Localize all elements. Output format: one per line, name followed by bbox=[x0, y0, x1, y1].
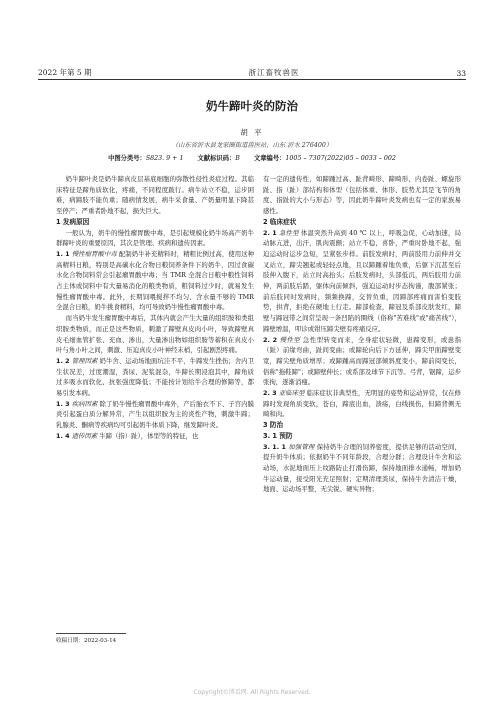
continued-paragraph: 有一定的遗传性，如蹄踵过高、趾背畸形、蹄畸形、内卷趾、螺旋形趾、指（趾）部结构和体型（包括体重、体形、肢势尤其是飞节的角度、指趾的大小与形态）等，因此奶牛蹄叶炎发病也有一定的家族易感性。 bbox=[263, 175, 461, 216]
copyright-watermark: Copyright©博看网. All Rights Reserved. bbox=[193, 689, 311, 696]
section-2-1-title: 急性型 bbox=[278, 228, 299, 237]
section-2-3-number: 2. 3 bbox=[263, 389, 277, 398]
section-1-3 bbox=[56, 399, 254, 431]
section-1-paragraph: 一般认为，奶牛的慢性瘤胃酸中毒，是引起规模化奶牛场高产奶牛群蹄叶炎的重要原因，其次是管理、疾病和遗传因素。 bbox=[56, 228, 254, 248]
section-1-4-body: 牛蹄（指）趾），体型等的特征，也 bbox=[99, 431, 199, 440]
journal-name: 浙江畜牧兽医 bbox=[248, 68, 300, 77]
section-1-1-number: 1. 1 bbox=[56, 249, 70, 258]
section-1-1-title: 慢性瘤胃酸中毒 bbox=[71, 249, 117, 258]
section-1-1-paragraph-2: 而当奶牛发生瘤胃酸中毒后，其体内就会产生大量的组织胺和类组织胺类物质，而正是这些物质，刺激了蹄壁真皮肉小叶，导致蹄壁真皮毛细血管扩张、充血、渗出，大量渗出物如组织胺等蓄积在真皮小叶与角小叶之间，刺激、压迫真皮小叶神经末梢，引起剧烈疼痛。 bbox=[56, 314, 254, 355]
section-1-2-title: 管理因素 bbox=[71, 356, 98, 365]
right-column bbox=[263, 174, 461, 495]
section-2-2-body: 急性型转变而来，全身症状轻微，患蹄变形，或患指（趾）前缘弯曲，趾间变曲；或蹄轮向后下方延伸，蹄尖甲面蹄壁变宽，蹄尖壁角质增厚；或蹄踵高而蹄冠部倾斜度变小，蹄前阅变长，俗称"拖鞋蹄"；或蹄壁伸长；或系部及球节下沉等。弓背，锯蹄，运步张拘，逐渐消瘦。 bbox=[263, 335, 462, 387]
section-3-1-1-body: 保持奶牛合理的饲养密度，提供足够的活动空间，提升奶牛体质；依据奶牛不同年龄段，合理分群；合理设计牛舍和运动场，水泥地面压上纹路防止打滑伤蹄，保持地面排水通畅，增加奶牛运动量，接受阳光充足照射；定期清理粪尿，保持牛舍清洁干燥，地面、运动场平整，无尖锐、硬实异物； bbox=[263, 442, 461, 494]
article-meta bbox=[0, 153, 504, 162]
section-1-1 bbox=[56, 249, 254, 313]
section-2-2 bbox=[263, 335, 461, 389]
section-1-2 bbox=[56, 356, 254, 399]
section-1-heading: 1 发病原因 bbox=[56, 217, 90, 226]
section-2-1 bbox=[263, 228, 461, 335]
section-1-3-body: 除了奶牛慢性瘤胃酸中毒外，产后胎衣不下、子宫内膜炎引起蛋白质分解异常，产生以组织胺为主的炎性产物，刺激牛蹄；乳腺炎、酮病等疾病均可引起奶牛体质下降，继发蹄叶炎。 bbox=[56, 399, 255, 430]
section-1-3-number: 1. 3 bbox=[56, 399, 70, 408]
section-1-2-number: 1. 2 bbox=[56, 356, 70, 365]
section-1-4 bbox=[56, 431, 254, 442]
section-1-4-title: 遗传因素 bbox=[71, 431, 98, 440]
section-1-4-number: 1. 4 bbox=[56, 431, 70, 440]
section-3-1-heading: 3. 1 预防 bbox=[263, 431, 293, 440]
issue-label: 2022 年第 5 期 bbox=[38, 68, 92, 77]
author-affiliation: （山东省沂水县龙家圈街道兽医站，山东 沂水 276400） bbox=[171, 142, 333, 149]
section-3-1-1-title: 加强管理 bbox=[288, 442, 315, 451]
running-header bbox=[38, 64, 466, 78]
page-number: 33 bbox=[456, 69, 466, 78]
left-column bbox=[56, 174, 254, 442]
section-3-heading: 3 防治 bbox=[263, 421, 284, 430]
section-2-2-title: 慢性型 bbox=[279, 335, 301, 344]
section-3-1-1-number: 3. 1. 1 bbox=[263, 442, 286, 451]
received-date: 收稿日期：2022-03-14 bbox=[56, 638, 117, 644]
section-2-3-body: 临床症状非典型性，无明显的姿势和运动异常，仅在修蹄时发现角质变软，苍白，蹄底出血，溃疡，白线损伤，但蹄背侧无畸和肉。 bbox=[263, 389, 462, 419]
article-number-label: 文章编号： bbox=[253, 155, 286, 162]
article-title: 奶牛蹄叶炎的防治 bbox=[206, 99, 298, 113]
section-2-3 bbox=[263, 388, 461, 420]
header-divider bbox=[38, 79, 466, 80]
section-2-3-title: 亚临床型 bbox=[278, 389, 305, 398]
article-number-value: 1005 – 7307(2022)05 – 0033 – 002 bbox=[285, 155, 396, 162]
section-1-3-title: 疾病因素 bbox=[71, 399, 98, 408]
section-2-1-number: 2. 1 bbox=[263, 228, 277, 237]
doc-code-value: B bbox=[235, 155, 240, 162]
section-1-2-body: 奶牛舍、运动场地面坑洼不平，牛蹄发生挫伤；舍内卫生状况差，过度潮湿，粪尿、泥浆混杂，牛蹄长期浸泡其中，蹄角质过多吸水而软化、抗张强度降低；不能按计划给牛合理的修蹄等，都易引发本病。 bbox=[56, 356, 255, 398]
clc-value: S823. 9 + 1 bbox=[145, 155, 184, 162]
author-name: 胡 平 bbox=[240, 128, 264, 137]
section-2-2-number: 2. 2 bbox=[263, 335, 278, 344]
doc-code-label: 文献标识码： bbox=[197, 155, 236, 162]
section-2-1-body: 体温突然升高到 40 ℃ 以上，呼吸急促，心动加速，局动脉亢进，出汗，肌肉震颤；站立不稳，喜卧，严重时卧地不起，强迫运动时运步急短，呈紧张步样。前肢发病时，两前肢用力前伸并交叉站立，蹄尖翘起或轻轻点地，且以蹄踵着地负重，后躯下沉甚至后肢伸入腹下，站立时高抬头；后肢发病时，头部低沉，两后肢用力前伸，两前肢后踏，躯体向前倾斜，强迫运动时步态拘谨，腹部紧张；前后肢同时发病时，频频换蹄，交替负重，因蹄部疼痛而害怕变肢势，拱背，拒绝在硬地上行走。蹄部检查，蹄冠及系部皮肤发红，蹄壁与蹄冠带之间常呈现一条凹陷的圈线（俗称"苦难线"或"痛苦线"），蹄壁增温，叩诊或钳压蹄尖壁有疼痛反应。 bbox=[263, 228, 461, 333]
clc-label: 中图分类号： bbox=[108, 155, 146, 162]
section-2-heading: 2 临床症状 bbox=[263, 217, 297, 226]
intro-paragraph: 奶牛蹄叶炎是奶牛蹄真皮层基底细胞的弥散性侵性炎症过程。其临床特征是蹄角质软化，疼痛，不同程度跛行。病牛站立不稳，运步困难，病蹄肢不能负重；随病情发展，病牛采食量、产奶量明显下降甚至停产；严重者卧地不起，损失巨大。 bbox=[56, 175, 254, 216]
footnote-divider bbox=[56, 633, 126, 634]
section-3-1-1 bbox=[263, 442, 461, 496]
section-1-1-body: 配制奶牛补充精料时，精粗比例过高，使用这种高精料日粮，特别是高碳水化合物日粮饲养条件下的奶牛，因过食碳水化合物饲料常会引起瘤胃酸中毒；当 TMR 全混合日粮中粮性饲料占主体或饲料中有大量易消化的粮类物质，粗饲料过少时，就易发生慢性瘤胃酸中毒。此外，长期饲喂搅拌不均匀、含水量不够的 TMR 全混合日粮，奶牛挑食精料，均可导致奶牛慢性瘤胃酸中毒。 bbox=[56, 249, 255, 312]
